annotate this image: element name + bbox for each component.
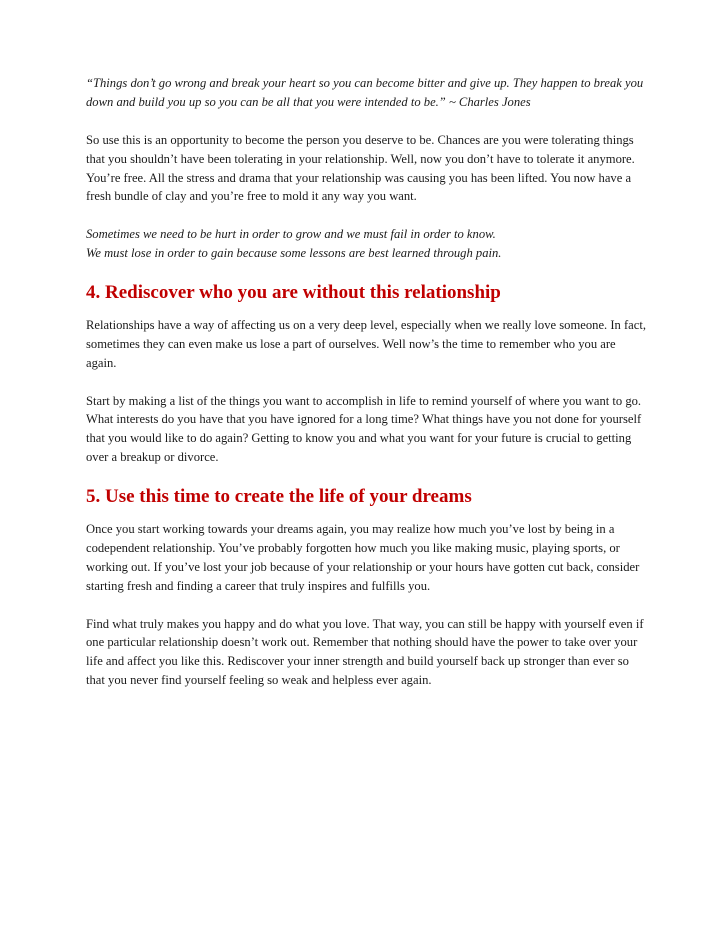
section-4-paragraph-1: Relationships have a way of affecting us on a very deep level, especially when we really love someone. In fact, sometimes they can even make us lose a part of ourselves. Well now’s the time to remember who you are again. bbox=[86, 317, 646, 370]
page-content bbox=[86, 74, 646, 690]
section-5-paragraph-1: Once you start working towards your dreams again, you may realize how much you’ve lost by being in a codependent relationship. You’ve probably forgotten how much you like making music, playing sports, or working out. If you’ve lost your job because of your relationship or your hours have gotten cut back, consider starting fresh and finding a career that truly inspires and fulfills you. bbox=[86, 522, 640, 593]
opening-quote: “Things don’t go wrong and break your heart so you can become bitter and give up. They happen to break you down and build you up so you can be all that you were intended to be.” ~ Charles Jones bbox=[86, 76, 644, 109]
verse-line-2: We must lose in order to gain because some lessons are best learned through pain. bbox=[86, 246, 502, 261]
section-4-paragraph-2: Start by making a list of the things you want to accomplish in life to remind yourself of where you want to go. What interests do you have that you have ignored for a long time? What things have you not done for yourself that you would like to do again? Getting to know you and what you want for your future is crucial to getting over a breakup or divorce. bbox=[86, 393, 642, 465]
section-4-heading: 4. Rediscover who you are without this relationship bbox=[86, 281, 501, 303]
intro-paragraph: So use this is an opportunity to become the person you deserve to be. Chances are you were tolerating things that you shouldn’t have been tolerating in your relationship. Well, now you don’t have to tolerate it anymore. You’re free. All the stress and drama that your relationship was causing you has been lifted. You now have a fresh bundle of clay and you’re free to mold it any way you want. bbox=[86, 132, 635, 204]
section-5-paragraph-2: Find what truly makes you happy and do what you love. That way, you can still be happy with yourself even if one particular relationship doesn’t work out. Remember that nothing should have the power to take over your life and affect you like this. Rediscover your inner strength and build yourself back up stronger than ever so that you never find yourself feeling so weak and helpless ever again. bbox=[86, 616, 644, 688]
section-5-heading: 5. Use this time to create the life of your dreams bbox=[86, 486, 472, 508]
verse-line-1: Sometimes we need to be hurt in order to grow and we must fail in order to know. bbox=[86, 227, 496, 242]
